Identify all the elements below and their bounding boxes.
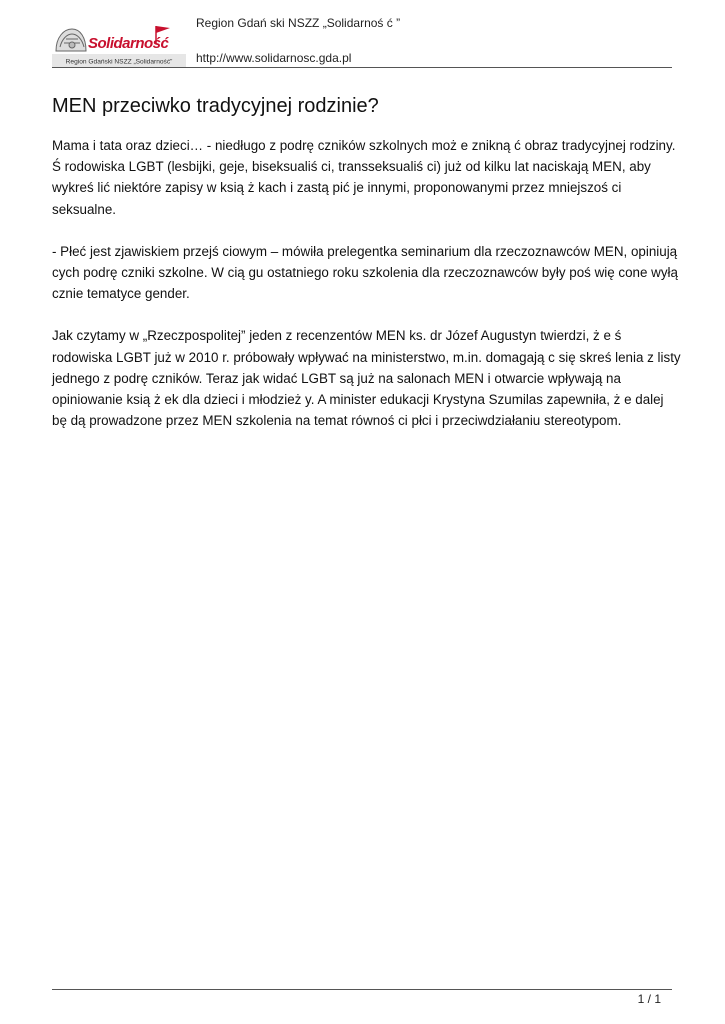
article-paragraph: Mama i tata oraz dzieci… - niedługo z podrę czników szkolnych moż e znikną ć obraz tradycyjnej rodziny. Ś rodowiska LGBT (lesbijki, geje, biseksualiś ci, transseksualiś ci) już od kilku lat naciskają MEN, aby wykreś lić niektóre zapisy w ksią ż kach i zastą pić je innymi, proponowanymi przez mniejszoś ci seksualne.: [52, 138, 676, 217]
article-title: MEN przeciwko tradycyjnej rodzinie?: [52, 95, 379, 117]
solidarnosc-logo: [52, 21, 186, 67]
logo-wordmark: Solidarność: [88, 35, 169, 52]
logo-caption: Region Gdański NSZZ „Solidarność”: [65, 58, 173, 66]
footer-divider: [52, 989, 672, 990]
article-paragraph: - Płeć jest zjawiskiem przejś ciowym – mówiła prelegentka seminarium dla rzeczoznawców MEN, opiniują cych podrę czniki szkolne. W cią gu ostatniego roku szkolenia dla rzeczoznawców były poś wię cone wyłą cznie tematyce gender.: [52, 243, 678, 302]
page-number: 1 / 1: [637, 992, 661, 1006]
header-divider: [52, 67, 672, 68]
article-paragraph: Jak czytamy w „Rzeczpospolitej” jeden z recenzentów MEN ks. dr Józef Augustyn twierdzi, ż e ś rodowiska LGBT już w 2010 r. próbowały wpływać na ministerstwo, m.in. domagają c się skreś lenia z listy jednego z podrę czników. Teraz jak widać LGBT są już na salonach MEN i otwarcie wpływają na opiniowanie ksią ż ek dla dzieci i młodzież y. A minister edukacji Krystyna Szumilas zapewniła, ż e dalej bę dą prowadzone przez MEN szkolenia na temat równoś ci płci i przeciwdziałaniu stereotypom.: [52, 328, 681, 429]
header-title: Region Gdań ski NSZZ „Solidarnoś ć ”: [196, 16, 401, 30]
article: [52, 94, 682, 452]
header-url-link[interactable]: http://www.solidarnosc.gda.pl: [196, 51, 352, 65]
page-header: [0, 0, 725, 70]
